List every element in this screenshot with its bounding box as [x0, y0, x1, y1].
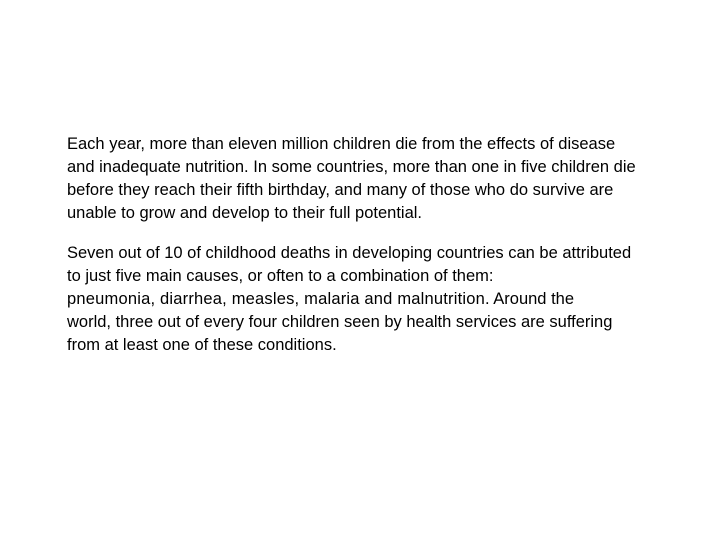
text-line: before they reach their fifth birthday, and many of those who do survive are [67, 181, 614, 199]
text-line: Each year, more than eleven million children die from the effects of disease [67, 135, 616, 153]
text-line-causes [67, 288, 697, 311]
text-line: from at least one of these conditions. [67, 336, 337, 354]
text-line: Seven out of 10 of childhood deaths in developing countries can be attributed [67, 244, 632, 262]
text-fragment: . Around the [485, 290, 575, 308]
paragraph-child-deaths [67, 133, 697, 225]
text-line: unable to grow and develop to their full potential. [67, 204, 422, 222]
text-block [67, 133, 697, 357]
text-line: to just five main causes, or often to a combination of them: [67, 267, 494, 285]
text-line: world, three out of every four children seen by health services are suffering [67, 313, 613, 331]
main-causes-list: pneumonia, diarrhea, measles, malaria and malnutrition [67, 290, 486, 308]
paragraph-main-causes [67, 242, 697, 357]
text-line: and inadequate nutrition. In some countries, more than one in five children die [67, 158, 636, 176]
